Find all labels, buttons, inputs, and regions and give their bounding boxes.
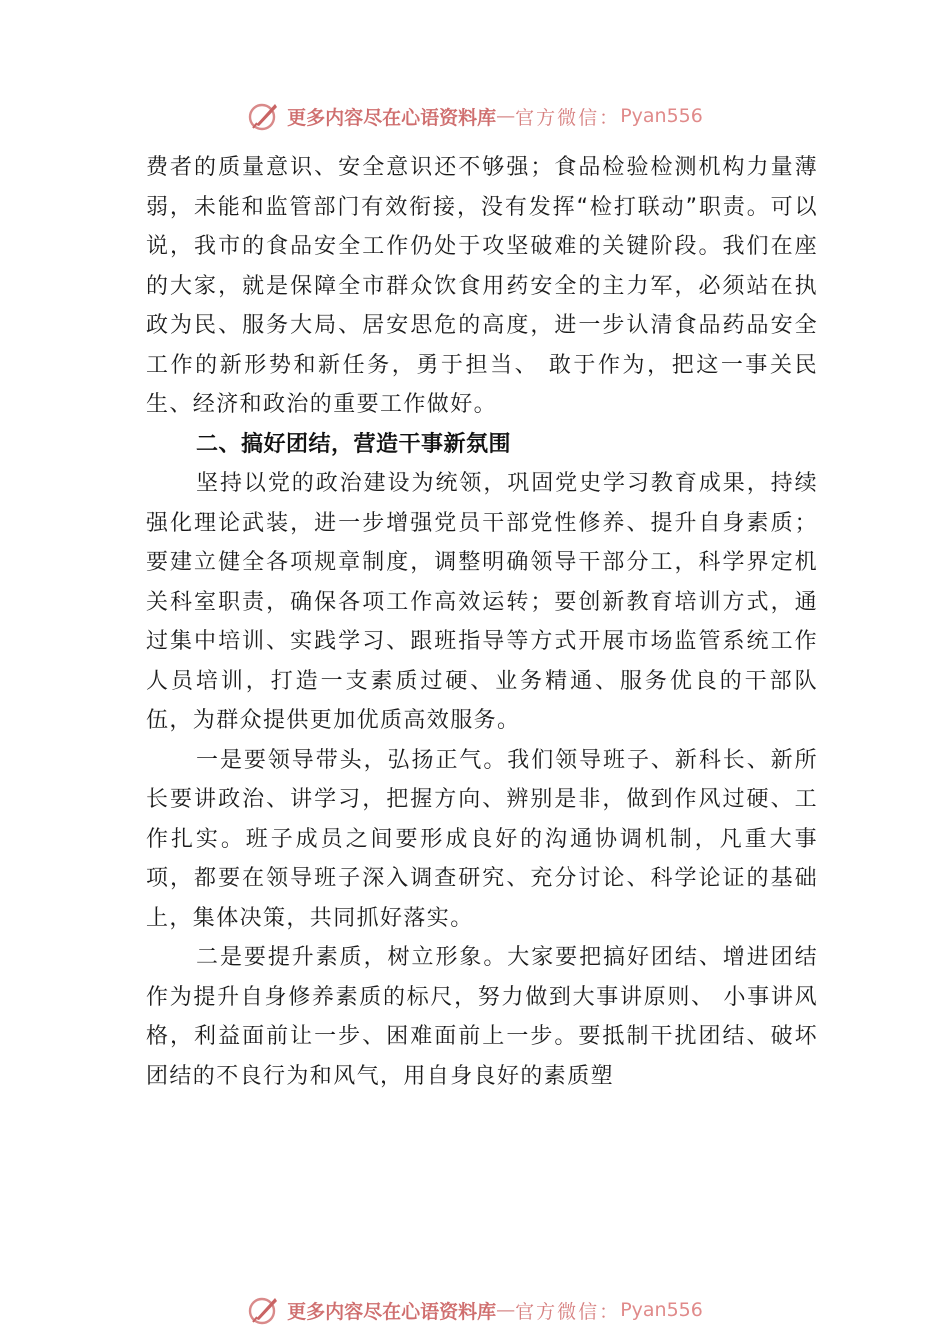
paragraph: 一是要领导带头，弘扬正气。我们领导班子、新科长、新所长要讲政治、讲学习，把握方向、辨别是非，做到作风过硬、工作扎实。班子成员之间要形成良好的沟通协调机制，凡重大事项，都要在领导班子深入调查研究、充分讨论、科学论证的基础上，集体决策，共同抓好落实。 [146,747,818,931]
watermark-wechat-id: Pyan556 [620,1299,703,1321]
quill-logo-icon [247,1293,281,1327]
quill-logo-icon [247,99,281,133]
watermark-official-label: 官方微信： [515,1300,621,1323]
footer-watermark [0,1290,950,1330]
paragraph: 坚持以党的政治建设为统领，巩固党史学习教育成果，持续强化理论武装，进一步增强党员干部党性修养、提升自身素质；要建立健全各项规章制度，调整明确领导干部分工，科学界定机关科室职责，确保各项工作高效运转；要创新教育培训方式，通过集中培训、实践学习、跟班指导等方式开展市场监管系统工作人员培训，打造一支素质过硬、业务精通、服务优良的干部队伍，为群众提供更加优质高效服务。 [146,471,818,733]
watermark-wechat-id: Pyan556 [620,105,703,127]
watermark-official-label: 官方微信： [515,106,621,129]
watermark-dash: — [496,1299,516,1321]
document-body [146,148,818,1096]
watermark-brand: 更多内容尽在心语资料库 [287,106,497,129]
watermark-dash: — [496,105,516,127]
section-heading: 二、搞好团结，营造干事新氛围 [196,431,512,457]
paragraph: 二是要提升素质，树立形象。大家要把搞好团结、增进团结作为提升自身修养素质的标尺，努力做到大事讲原则、 小事讲风格，利益面前让一步、困难面前上一步。要抵制干扰团结、破坏团结的不良行为和风气，用自身良好的素质塑 [146,945,818,1089]
watermark-brand: 更多内容尽在心语资料库 [287,1300,497,1323]
header-watermark [0,96,950,136]
paragraph-continued: 费者的质量意识、安全意识还不够强；食品检验检测机构力量薄弱，未能和监管部门有效衔接，没有发挥“检打联动”职责。可以说，我市的食品安全工作仍处于攻坚破难的关键阶段。我们在座的大家，就是保障全市群众饮食用药安全的主力军，必须站在执政为民、服务大局、居安思危的高度，进一步认清食品药品安全工作的新形势和新任务，勇于担当、 敢于作为，把这一事关民生、经济和政治的重要工作做好。 [146,155,818,417]
